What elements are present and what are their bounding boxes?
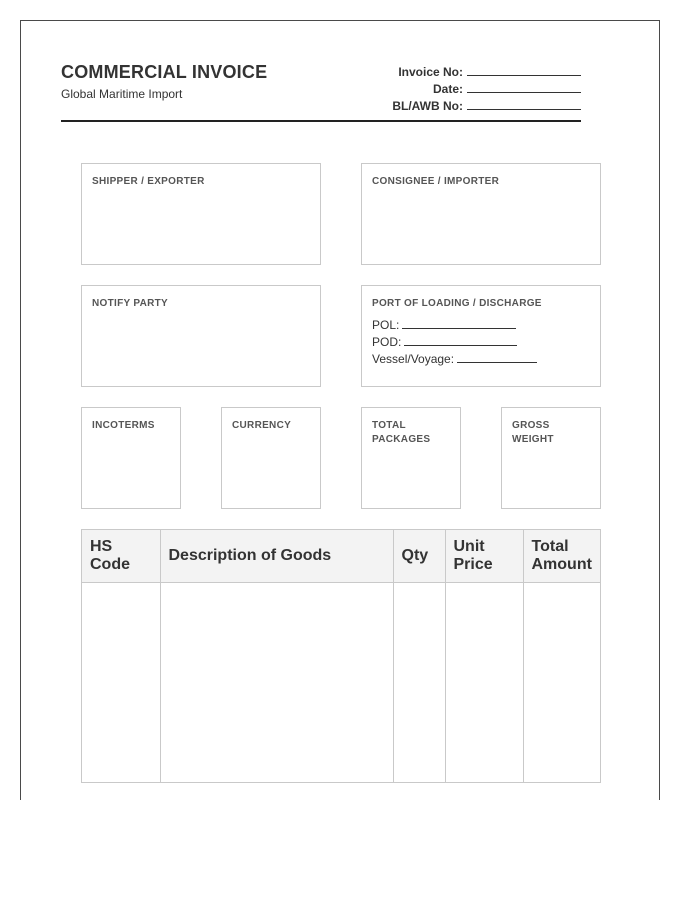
col-hs-code xyxy=(82,530,160,583)
invoice-no-row xyxy=(321,62,581,79)
gross-weight-label-line1: GROSS xyxy=(512,420,550,431)
consignee-box[interactable] xyxy=(361,163,601,265)
col-total-amount-line1: Total xyxy=(531,538,569,555)
gross-weight-box[interactable] xyxy=(501,407,601,509)
incoterms-label: INCOTERMS xyxy=(92,420,155,431)
col-unit-price-line1: Unit xyxy=(453,538,485,555)
goods-table-header xyxy=(82,530,600,583)
document-title: COMMERCIAL INVOICE xyxy=(61,62,268,82)
consignee-label: CONSIGNEE / IMPORTER xyxy=(372,176,500,187)
total-packages-label-line2: PACKAGES xyxy=(372,434,431,445)
col-total-amount-line2: Amount xyxy=(531,556,592,573)
bl-awb-field[interactable] xyxy=(467,109,581,110)
hs-code-cell[interactable] xyxy=(82,583,160,783)
document-subtitle: Global Maritime Import xyxy=(61,87,183,101)
col-total-amount xyxy=(523,530,600,583)
shipper-box[interactable] xyxy=(81,163,321,265)
vessel-row xyxy=(372,349,590,366)
total-packages-label-line1: TOTAL xyxy=(372,420,406,431)
col-hs-code-line1: HS xyxy=(90,538,113,555)
invoice-no-field[interactable] xyxy=(467,75,581,76)
col-unit-price xyxy=(445,530,523,583)
pod-row xyxy=(372,332,590,349)
goods-table xyxy=(81,529,601,783)
pol-label: POL: xyxy=(372,318,400,332)
date-row xyxy=(321,79,581,96)
bl-awb-label: BL/AWB No: xyxy=(392,99,463,113)
header-divider xyxy=(61,120,581,122)
qty-cell[interactable] xyxy=(393,583,445,783)
invoice-header xyxy=(61,62,581,122)
gross-weight-label-line2: WEIGHT xyxy=(512,434,554,445)
vessel-field[interactable] xyxy=(457,362,537,363)
date-label: Date: xyxy=(432,82,463,96)
bl-awb-row xyxy=(321,96,581,113)
port-box xyxy=(361,285,601,387)
currency-box[interactable] xyxy=(221,407,321,509)
currency-label: CURRENCY xyxy=(232,420,292,431)
pod-field[interactable] xyxy=(404,345,517,346)
col-description xyxy=(160,530,393,583)
pod-label: POD: xyxy=(372,335,402,349)
col-qty xyxy=(393,530,445,583)
table-row xyxy=(82,583,600,783)
notify-party-box[interactable] xyxy=(81,285,321,387)
total-packages-box[interactable] xyxy=(361,407,461,509)
invoice-no-label: Invoice No: xyxy=(398,65,463,79)
pol-field[interactable] xyxy=(402,328,516,329)
col-unit-price-line2: Price xyxy=(453,556,493,573)
col-hs-code-line2: Code xyxy=(90,556,130,573)
col-qty-label: Qty xyxy=(401,547,429,564)
vessel-label: Vessel/Voyage: xyxy=(372,352,455,366)
description-cell[interactable] xyxy=(160,583,393,783)
shipper-label: SHIPPER / EXPORTER xyxy=(92,176,205,187)
pol-row xyxy=(372,315,590,332)
date-field[interactable] xyxy=(467,92,581,93)
invoice-meta xyxy=(321,62,581,113)
notify-party-label: NOTIFY PARTY xyxy=(92,298,169,309)
port-label: PORT OF LOADING / DISCHARGE xyxy=(372,298,542,309)
unit-price-cell[interactable] xyxy=(445,583,523,783)
incoterms-box[interactable] xyxy=(81,407,181,509)
total-amount-cell[interactable] xyxy=(523,583,600,783)
col-description-label: Description of Goods xyxy=(168,547,332,564)
